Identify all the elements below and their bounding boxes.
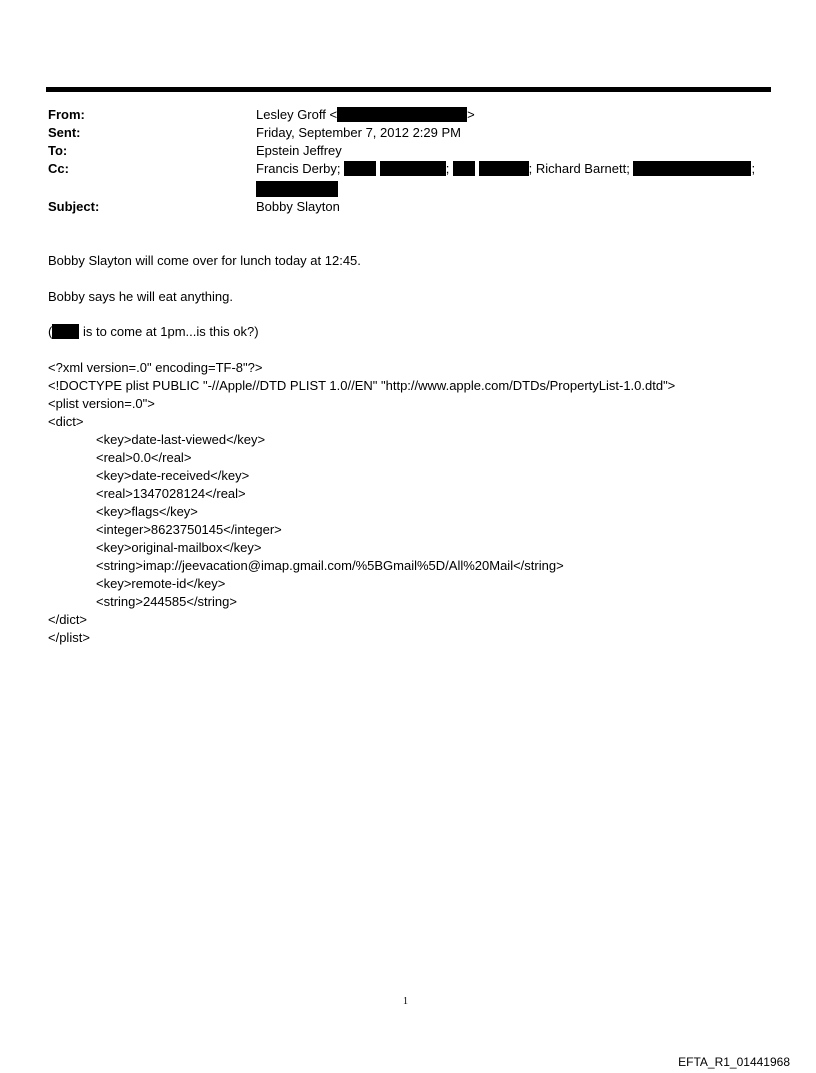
redaction-box [633, 161, 751, 176]
body-line-3-open: ( [48, 324, 53, 339]
body-line-1: Bobby Slayton will come over for lunch today at 12:45. [48, 253, 361, 268]
xml-line: <?xml version=.0" encoding=TF-8"?> [48, 360, 263, 375]
xml-line: <real>0.0</real> [96, 450, 192, 465]
cc-value [256, 160, 755, 178]
page-number: 1 [403, 996, 408, 1007]
subject-label: Subject: [48, 199, 100, 214]
from-name: Lesley Groff < [256, 107, 338, 122]
redaction-box [256, 181, 338, 197]
body-line-3 [48, 323, 259, 341]
xml-line: <string>244585</string> [96, 594, 237, 609]
cc-sep2: ; Richard Barnett; [528, 161, 630, 176]
xml-line: <key>original-mailbox</key> [96, 540, 262, 555]
xml-line: <string>imap://jeevacation@imap.gmail.com/%5BGmail%5D/All%20Mail</string> [96, 558, 564, 573]
redaction-box [337, 107, 467, 122]
xml-line: <dict> [48, 414, 84, 429]
redaction-box [380, 161, 446, 176]
from-value [256, 106, 475, 124]
header-rule [46, 87, 771, 92]
body-line-3-rest: is to come at 1pm...is this ok?) [79, 324, 259, 339]
xml-line: <key>date-received</key> [96, 468, 250, 483]
xml-line: <key>date-last-viewed</key> [96, 432, 266, 447]
cc-sep1: ; [445, 161, 450, 176]
cc-first: Francis Derby; [256, 161, 341, 176]
sent-value: Friday, September 7, 2012 2:29 PM [256, 125, 461, 140]
cc-sep3: ; [751, 161, 756, 176]
redaction-box [344, 161, 376, 176]
bates-number: EFTA_R1_01441968 [678, 1055, 790, 1069]
cc-label: Cc: [48, 161, 69, 176]
from-close: > [467, 107, 475, 122]
xml-line: <key>remote-id</key> [96, 576, 226, 591]
subject-value: Bobby Slayton [256, 199, 340, 214]
xml-line: <integer>8623750145</integer> [96, 522, 282, 537]
xml-line: <plist version=.0"> [48, 396, 155, 411]
body-line-2: Bobby says he will eat anything. [48, 289, 233, 304]
xml-line: </dict> [48, 612, 88, 627]
xml-line: </plist> [48, 630, 90, 645]
redaction-box [52, 324, 79, 339]
redaction-box [453, 161, 475, 176]
from-label: From: [48, 107, 85, 122]
xml-line: <real>1347028124</real> [96, 486, 246, 501]
to-value: Epstein Jeffrey [256, 143, 342, 158]
xml-line: <key>flags</key> [96, 504, 198, 519]
xml-line: <!DOCTYPE plist PUBLIC "-//Apple//DTD PLIST 1.0//EN" "http://www.apple.com/DTDs/PropertyList-1.0.dtd"> [48, 378, 676, 393]
to-label: To: [48, 143, 68, 158]
redaction-box [479, 161, 529, 176]
sent-label: Sent: [48, 125, 81, 140]
